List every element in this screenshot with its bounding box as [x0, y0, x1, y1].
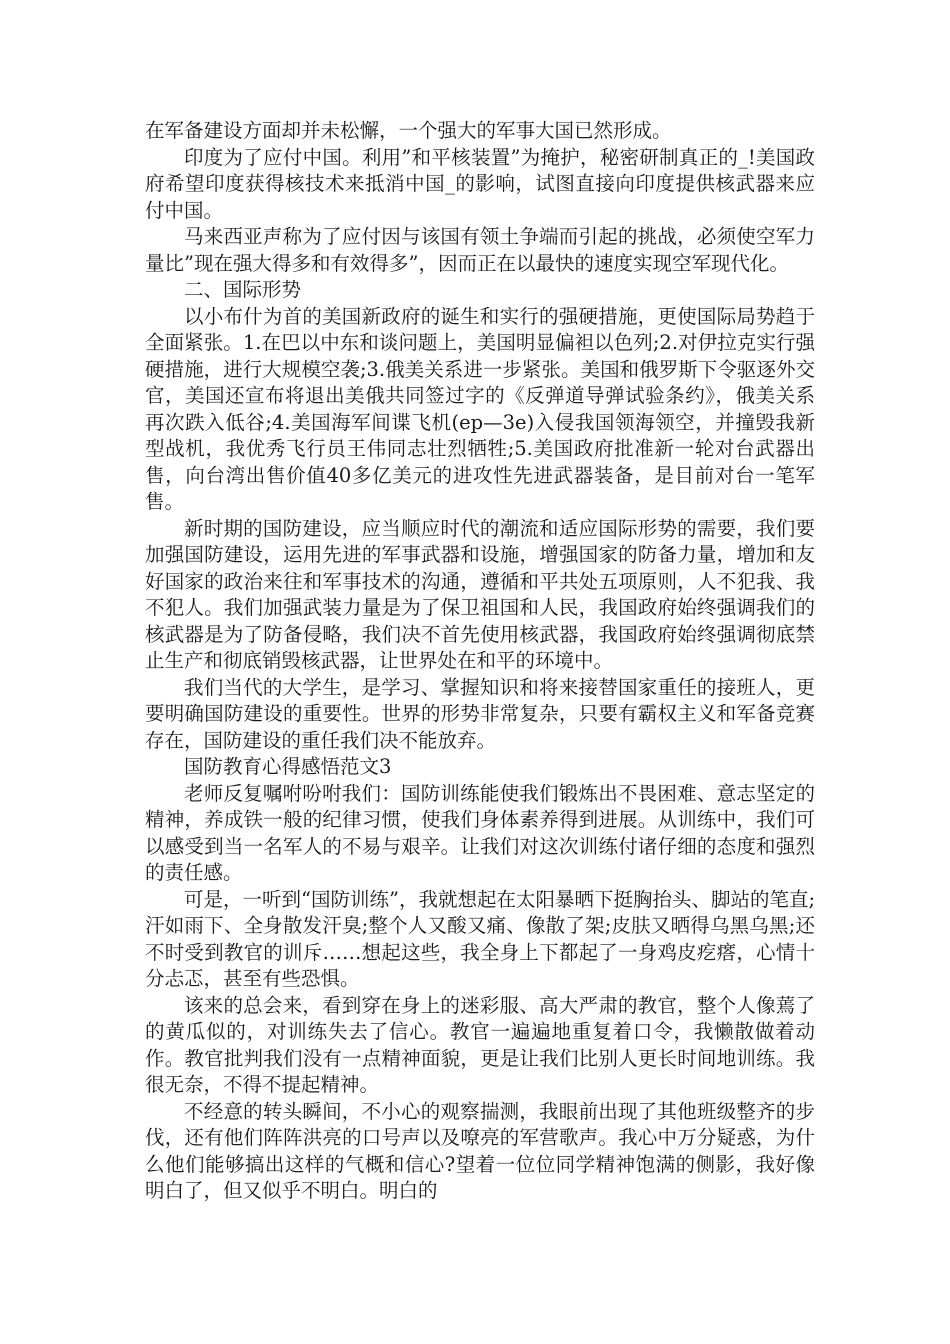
paragraph: 可是，一听到“国防训练”，我就想起在太阳暴晒下挺胸抬头、脚站的笔直;汗如雨下、全身散发汗臭;整个人又酸又痛、像散了架;皮肤又晒得乌黑乌黑;还不时受到教官的训斥……想起这些，我全身上下都起了一身鸡皮疙瘩，心情十分忐忑，甚至有些恐惧。	[145, 887, 816, 990]
paragraph: 该来的总会来，看到穿在身上的迷彩服、高大严肃的教官，整个人像蔫了的黄瓜似的，对训练失去了信心。教官一遍遍地重复着口令，我懒散做着动作。教官批判我们没有一点精神面貌，更是让我们比别人更长时间地训练。我很无奈，不得不提起精神。	[145, 993, 815, 1096]
paragraph: 老师反复嘱咐吩咐我们：国防训练能使我们锻炼出不畏困难、意志坚定的精神，养成铁一般的纪律习惯，使我们身体素养得到进展。从训练中，我们可以感受到当一名军人的不易与艰辛。让我们对这次训练付诸仔细的态度和强烈的责任感。	[145, 781, 815, 884]
paragraph: 我们当代的大学生，是学习、掌握知识和将来接替国家重任的接班人，更要明确国防建设的重要性。世界的形势非常复杂，只要有霸权主义和军备竞赛存在，国防建设的重任我们决不能放弃。	[145, 675, 815, 752]
article-heading: 国防教育心得感悟范文3	[184, 755, 392, 778]
paragraph: 新时期的国防建设，应当顺应时代的潮流和适应国际形势的需要，我们要加强国防建设，运用先进的军事武器和设施，增强国家的防备力量，增加和友好国家的政治来往和军事技术的沟通，遵循和平共处五项原则，人不犯我、我不犯人。我们加强武装力量是为了保卫祖国和人民，我国政府始终强调我们的核武器是为了防备侵略，我们决不首先使用核武器，我国政府始终强调彻底禁止生产和彻底销毁核武器，让世界处在和平的环境中。	[145, 516, 815, 672]
section-heading: 二、国际形势	[184, 278, 302, 301]
paragraph: 在军备建设方面却并未松懈，一个强大的军事大国已然形成。	[145, 119, 672, 142]
paragraph: 马来西亚声称为了应付因与该国有领土争端而引起的挑战，必须使空军力量比”现在强大得多和有效得多”，因而正在以最快的速度实现空军现代化。	[145, 225, 815, 275]
document-body	[145, 118, 815, 1205]
paragraph: 以小布什为首的美国新政府的诞生和实行的强硬措施，更使国际局势趋于全面紧张。1.在巴以中东和谈问题上，美国明显偏袒以色列;2.对伊拉克实行强硬措施，进行大规模空袭;3.俄美关系进一步紧张。美国和俄罗斯下令驱逐外交官，美国还宣布将退出美俄共同签过字的《反弹道导弹试验条约》，俄美关系再次跌入低谷;4.美国海军间谍飞机(ep—3e)入侵我国领海领空，并撞毁我新型战机，我优秀飞行员王伟同志壮烈牺牲;5.美国政府批准新一轮对台武器出售，向台湾出售价值40多亿美元的进攻性先进武器装备，是目前对台一笔军售。	[145, 304, 815, 513]
paragraph: 不经意的转头瞬间，不小心的观察揣测，我眼前出现了其他班级整齐的步伐，还有他们阵阵洪亮的口号声以及嘹亮的军营歌声。我心中万分疑惑，为什么他们能够搞出这样的气概和信心?望着一位位同学精神饱满的侧影，我好像明白了，但又似乎不明白。明白的	[145, 1099, 815, 1202]
paragraph: 印度为了应付中国。利用”和平核装置”为掩护，秘密研制真正的_!美国政府希望印度获得核技术来抵消中国_的影响，试图直接向印度提供核武器来应付中国。	[145, 145, 815, 222]
